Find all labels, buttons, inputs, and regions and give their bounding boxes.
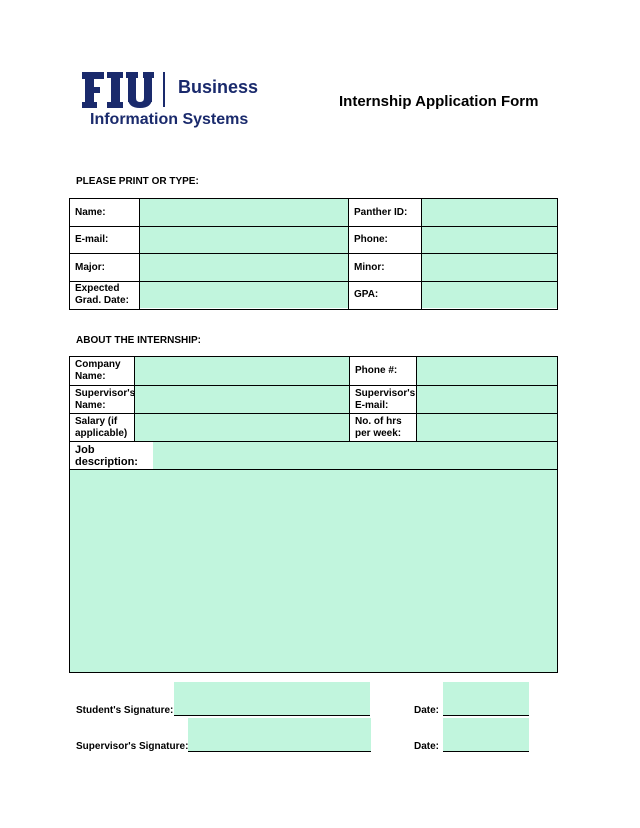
job-description-field[interactable] [70,470,557,672]
phone-field[interactable] [422,227,557,253]
fiu-logo-icon [82,72,154,108]
salary-label [70,414,134,441]
hours-per-week-label [350,414,416,441]
student-date-label: Date: [414,705,440,716]
grad-date-label [70,282,139,308]
company-phone-field[interactable] [417,357,557,385]
company-name-label [70,357,134,385]
panther-id-field[interactable] [422,199,557,226]
student-date-field[interactable] [443,682,529,716]
salary-label-line2: applicable) [75,427,128,439]
gpa-label: GPA: [354,289,379,300]
company-name-label-line1: Company [75,359,121,370]
supervisor-date-field[interactable] [443,718,529,752]
hours-per-week-field[interactable] [417,414,557,441]
supervisor-name-label-line2: Name: [75,399,106,411]
major-label: Major: [75,261,105,273]
panther-id-label: Panther ID: [354,206,408,218]
supervisor-email-field[interactable] [417,386,557,413]
name-label: Name: [75,206,106,218]
supervisor-email-label [350,386,416,413]
hours-per-week-label-line2: per week: [355,427,402,439]
grad-date-label-line2: Grad. Date: [75,295,129,306]
student-signature-label: Student's Signature: [76,705,174,716]
grad-date-field[interactable] [140,282,348,308]
name-field[interactable] [140,199,348,226]
email-field[interactable] [140,227,348,253]
student-info-table [69,198,558,310]
supervisor-signature-field[interactable] [188,718,371,752]
supervisor-signature-label: Supervisor's Signature: [76,741,189,752]
grad-date-label-line1: Expected [75,283,120,294]
internship-info-table [69,356,558,673]
company-name-label-line2: Name: [75,371,106,382]
salary-label-line1: Salary (if [75,415,118,427]
major-field[interactable] [140,254,348,281]
logo-department-text: Information Systems [90,111,249,128]
section-heading-internship: ABOUT THE INTERNSHIP: [76,335,201,346]
supervisor-name-field[interactable] [135,386,349,413]
minor-label: Minor: [354,261,385,273]
section-heading-student: PLEASE PRINT OR TYPE: [76,176,199,187]
email-label: E-mail: [75,234,109,245]
supervisor-name-label-line1: Supervisor's [75,387,136,399]
job-description-label: Job description: [75,443,138,468]
hours-per-week-label-line1: No. of hrs [355,415,402,427]
form-title: Internship Application Form [339,93,539,110]
phone-label: Phone: [354,234,388,245]
supervisor-name-label [70,386,134,413]
job-description-title-field[interactable] [153,442,557,469]
supervisor-email-label-line2: E-mail: [355,399,389,411]
logo-divider [163,72,165,107]
company-phone-label: Phone #: [355,365,398,376]
salary-field[interactable] [135,414,349,441]
supervisor-date-label: Date: [414,741,440,752]
supervisor-email-label-line1: Supervisor's [355,387,416,399]
minor-field[interactable] [422,254,557,281]
logo-business-text: Business [178,77,259,97]
gpa-field[interactable] [422,282,557,308]
company-name-field[interactable] [135,357,349,385]
student-signature-field[interactable] [174,682,370,716]
